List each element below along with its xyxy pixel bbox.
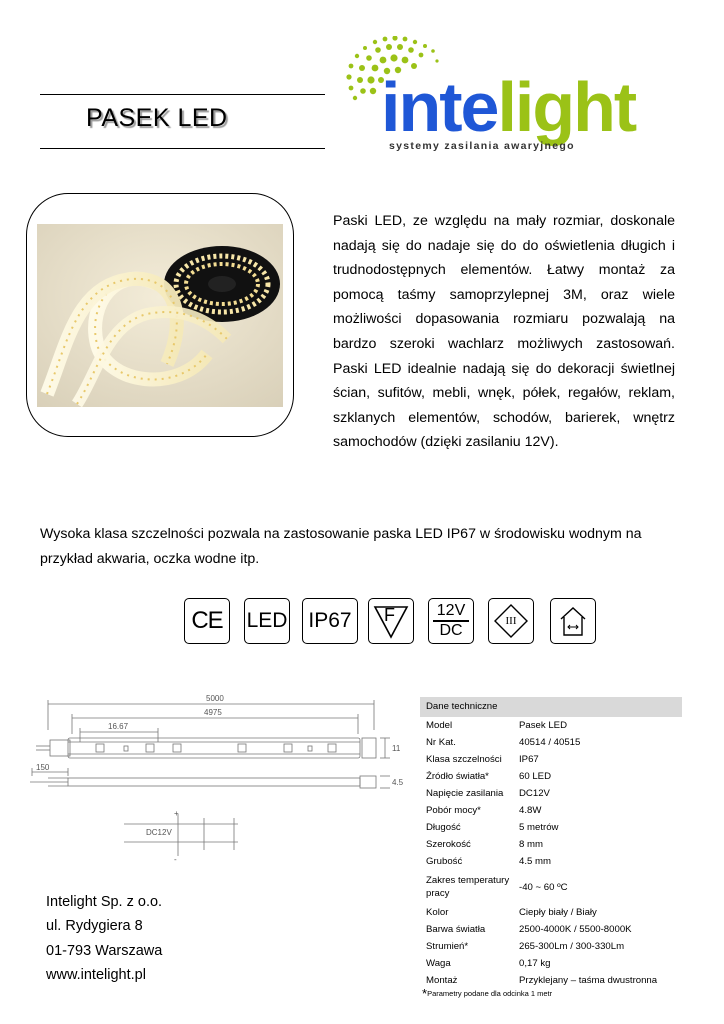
spec-value: 4.5 mm [519, 856, 551, 867]
spec-row [420, 904, 682, 921]
spec-table-header: Dane techniczne [420, 697, 682, 717]
spec-table [420, 697, 682, 989]
dim-height: 11 [392, 744, 401, 753]
dim-total-length: 5000 [206, 694, 224, 703]
spec-row [420, 836, 682, 853]
spec-key: Waga [426, 958, 451, 969]
certification-symbols [184, 598, 604, 644]
spec-row [420, 717, 682, 734]
city-address: 01-793 Warszawa [46, 942, 163, 959]
spec-value: Pasek LED [519, 720, 567, 731]
spec-value: 8 mm [519, 839, 543, 850]
spec-footnote [422, 986, 552, 1001]
spec-key: Źródło światła* [426, 771, 489, 782]
spec-key: Pobór mocy* [426, 805, 481, 816]
spec-row [420, 768, 682, 785]
spec-row [420, 955, 682, 972]
spec-value: 60 LED [519, 771, 551, 782]
spec-row [420, 921, 682, 938]
spec-key: Nr Kat. [426, 737, 456, 748]
intelight-logo [345, 36, 685, 156]
spec-value: 4.8W [519, 805, 542, 816]
spec-value: DC12V [519, 788, 550, 799]
contact-block [46, 890, 162, 988]
spec-row [420, 734, 682, 751]
ip67-mark-icon: IP67 [302, 598, 358, 644]
spec-row [420, 785, 682, 802]
spec-key: Kolor [426, 907, 449, 918]
spec-key: Napięcie zasilania [426, 788, 504, 799]
spec-key: Model [426, 720, 453, 731]
ce-mark-icon: CE [184, 598, 230, 644]
spec-key: Grubość [426, 856, 463, 867]
spec-rows [420, 717, 682, 989]
spec-key: Zakres temperatury pracy [426, 875, 510, 899]
supply-label: DC12V [146, 828, 172, 837]
title-rule-bottom [40, 148, 325, 149]
website-link[interactable]: www.intelight.pl [46, 967, 146, 984]
title-rule-top [40, 94, 325, 95]
house-icon [555, 603, 591, 639]
led-mark-icon: LED [244, 598, 290, 644]
spec-value: 0,17 kg [519, 958, 551, 969]
f-mark-icon: F [368, 598, 414, 644]
spec-value: IP67 [519, 754, 539, 765]
plus-label: + [174, 809, 179, 818]
dim-lead: 150 [36, 763, 50, 772]
led-strip-reel-photo [37, 224, 283, 407]
logo-tagline: systemy zasilania awaryjnego [389, 140, 575, 152]
spec-row [420, 819, 682, 836]
product-description: Paski LED, ze względu na mały rozmiar, doskonale nadają się do nadaje się do do oświetlenia długich i trudnodostępnych elementów. Łatwy montaż za pomocą taśmy samoprzylepnej 3M, oraz wiele możliwości dopasowania rozmiaru pozwalają na bardzo szeroki wachlarz możliwych zastosowań. Paski LED idealnie nadają się do dekoracji świetlnej ścian, sufitów, mebli, wnęk, półek, regałów, reklam, szklanych elementów, schodów, barierek, wnętrz samochodów (dzięki zasilaniu 12V). [333, 213, 675, 451]
spec-value: Przyklejany – taśma dwustronna [519, 975, 658, 986]
page-title: PASEK LED [86, 104, 228, 132]
dim-segment: 16.67 [108, 722, 129, 731]
technical-drawing [28, 690, 418, 870]
spec-key: Strumień* [426, 941, 469, 952]
footnote-text: Parametry podane dla odcinka 1 metr [427, 989, 553, 998]
spec-key: Montaż [426, 975, 458, 986]
footnote-mark: * [422, 986, 428, 1001]
class-iii-icon: III [488, 598, 534, 644]
spec-value: 265-300Lm / 300-330Lm [519, 941, 625, 952]
spec-key: Długość [426, 822, 461, 833]
spec-value: 2500-4000K / 5500-8000K [519, 924, 632, 935]
spec-row [420, 870, 682, 904]
voltage-12v-dc-icon: 12V DC [428, 598, 474, 644]
spec-row [420, 853, 682, 870]
ip67-note: Wysoka klasa szczelności pozwala na zastosowanie paska LED IP67 w środowisku wodnym na przykład akwaria, oczka wodne itp. [40, 526, 642, 567]
spec-value: -40 ~ 60 ºC [519, 881, 568, 893]
dim-thickness: 4.5 [392, 778, 404, 787]
spec-row [420, 751, 682, 768]
spec-row [420, 802, 682, 819]
company-name: Intelight Sp. z o.o. [46, 894, 163, 910]
street-address: ul. Rydygiera 8 [46, 918, 143, 935]
spec-key: Szerokość [426, 839, 471, 850]
spec-value: 40514 / 40515 [519, 737, 581, 748]
dim-inner-length: 4975 [204, 708, 222, 717]
spec-value: 5 metrów [519, 822, 559, 833]
spec-row [420, 938, 682, 955]
minus-label: - [174, 855, 177, 864]
logo-wordmark: intelight [381, 68, 636, 146]
photo-frame [26, 193, 294, 437]
spec-key: Barwa światła [426, 924, 486, 935]
spec-value: Ciepły biały / Biały [519, 907, 597, 918]
indoor-use-icon [550, 598, 596, 644]
spec-key: Klasa szczelności [426, 754, 502, 765]
